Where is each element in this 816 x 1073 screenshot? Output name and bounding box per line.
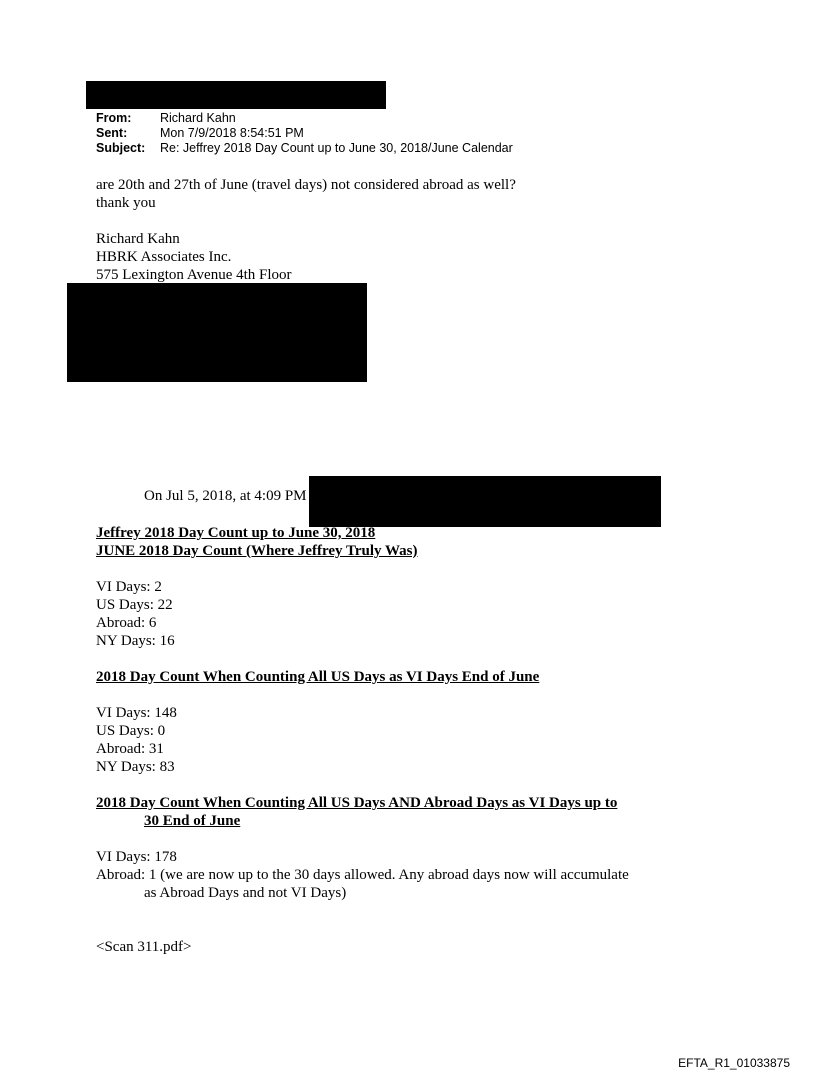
allus-us-days: US Days: 0 bbox=[96, 723, 166, 739]
signature-address: 575 Lexington Avenue 4th Floor bbox=[96, 267, 292, 283]
reply-body bbox=[96, 176, 516, 284]
allus-vi-days: VI Days: 148 bbox=[96, 705, 177, 721]
attachment-reference: <Scan 311.pdf> bbox=[96, 939, 192, 955]
from-value: Richard Kahn bbox=[160, 111, 236, 125]
subject-value: Re: Jeffrey 2018 Day Count up to June 30, 2018/June Calendar bbox=[160, 141, 513, 155]
heading-all-us: 2018 Day Count When Counting All US Days as VI Days End of June bbox=[96, 669, 540, 685]
redaction-bar-sender bbox=[309, 476, 661, 527]
june-vi-days: VI Days: 2 bbox=[96, 579, 162, 595]
signature-name: Richard Kahn bbox=[96, 231, 180, 247]
quoted-intro: On Jul 5, 2018, at 4:09 PM bbox=[144, 488, 307, 504]
june-us-days: US Days: 22 bbox=[96, 597, 173, 613]
signature-company: HBRK Associates Inc. bbox=[96, 249, 232, 265]
quoted-content bbox=[96, 524, 629, 956]
june-ny-days: NY Days: 16 bbox=[96, 633, 175, 649]
june-abroad: Abroad: 6 bbox=[96, 615, 157, 631]
subject-label: Subject: bbox=[96, 141, 146, 155]
bates-number: EFTA_R1_01033875 bbox=[678, 1056, 790, 1070]
sent-row bbox=[96, 126, 513, 141]
allus-abroad: Abroad: 31 bbox=[96, 741, 164, 757]
heading-all-us-abroad-line1: 2018 Day Count When Counting All US Days AND Abroad Days as VI Days up to bbox=[96, 795, 618, 811]
allus-ny-days: NY Days: 83 bbox=[96, 759, 175, 775]
heading-day-count: Jeffrey 2018 Day Count up to June 30, 2018 bbox=[96, 525, 376, 541]
redaction-bar-signature bbox=[67, 283, 367, 382]
heading-june-count: JUNE 2018 Day Count (Where Jeffrey Truly Was) bbox=[96, 543, 418, 559]
body-line-thanks: thank you bbox=[96, 195, 156, 211]
subject-row bbox=[96, 141, 513, 156]
from-label: From: bbox=[96, 111, 132, 125]
email-header bbox=[96, 111, 513, 156]
heading-all-us-abroad-line2: 30 End of June bbox=[144, 813, 241, 829]
final-abroad-line2: as Abroad Days and not VI Days) bbox=[144, 885, 347, 901]
redaction-bar-top bbox=[86, 81, 386, 109]
final-vi-days: VI Days: 178 bbox=[96, 849, 177, 865]
from-row bbox=[96, 111, 513, 126]
final-abroad-line1: Abroad: 1 (we are now up to the 30 days allowed. Any abroad days now will accumulate bbox=[96, 867, 629, 883]
sent-label: Sent: bbox=[96, 126, 128, 140]
body-line-question: are 20th and 27th of June (travel days) not considered abroad as well? bbox=[96, 177, 516, 193]
sent-value: Mon 7/9/2018 8:54:51 PM bbox=[160, 126, 304, 140]
